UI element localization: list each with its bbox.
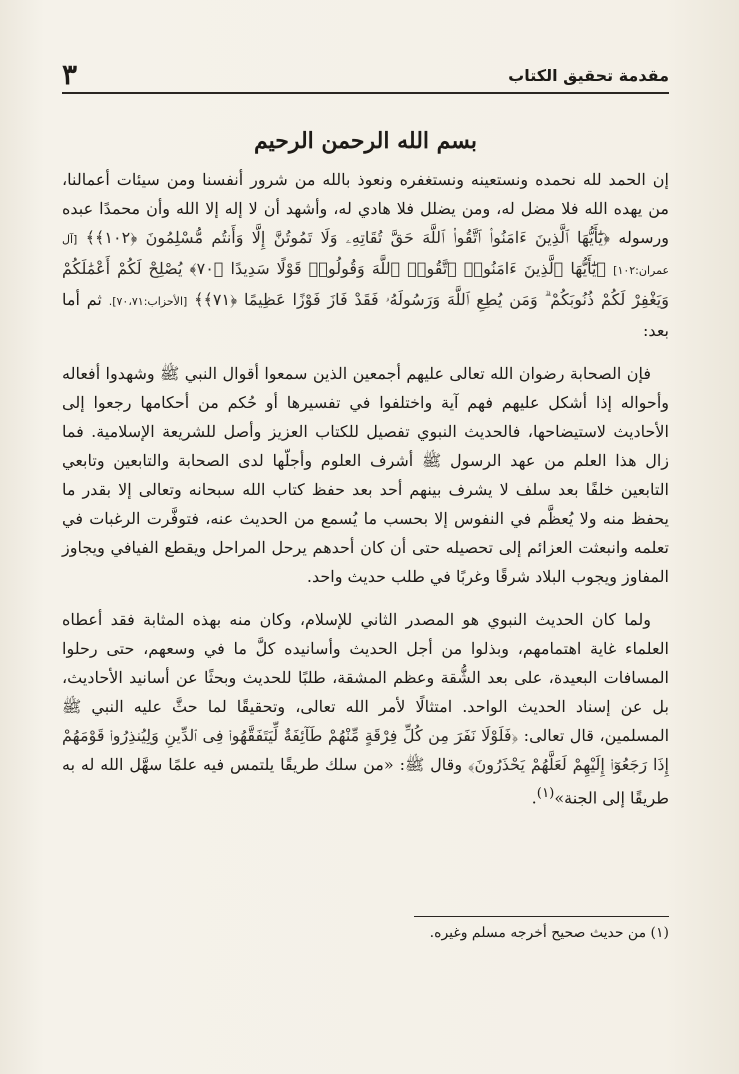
paragraph-text: وقال ﷺ: «من سلك طريقًا يلتمس فيه علمًا سهَّل الله له به طريقًا إلى الجنة» [62, 755, 669, 808]
basmala: بسم الله الرحمن الرحيم [253, 128, 478, 154]
page-number: ٣ [62, 58, 78, 91]
paragraph-companions: فإن الصحابة رضوان الله تعالى عليهم أجمعين الذين سمعوا أقوال النبي ﷺ وشهدوا أفعاله وأحواله إذا أشكل عليهم فهم آية واختلفوا في تفسيرها أو حُكم من أحكامها رجعوا إلى الأحاديث لاستيضاحها، فالحديث النبوي تفصيل للكتاب العزيز وأصل للشريعة الإسلامية. فما زال هذا العلم من عهد الرسول ﷺ أشرف العلوم وأجلّها لدى الصحابة والتابعين وتابعي التابعين خلفًا بعد سلف لا يشرف بينهم أحد بعد حفظ كتاب الله سبحانه وتعالى إلا بقدر ما يحفظ منه ولا يُعظَّم في النفوس إلا بحسب ما يُسمع من الحديث عنه، فتوفَّرت الرغبات في تعلمه وانبعثت العزائم إلى تحصيله حتى أن كان أحدهم يرحل المراحل ويقطع الفيافي ويجاوز المفاوز ويجوب البلاد شرقًا وغربًا في طلب حديث واحد. [62, 364, 670, 586]
paragraph-end: . [531, 788, 537, 808]
quran-verse: ﴿يَٰٓأَيُّهَا ٱلَّذِينَ ءَامَنُوا۟ ٱتَّقُوا۟ ٱللَّهَ حَقَّ تُقَاتِهِۦ وَلَا تَمُوتُنَّ إِلَّا وَأَنتُم مُّسْلِمُونَ ﴿١٠٢﴾﴾ [85, 228, 611, 247]
opening-text: إن الحمد لله نحمده ونستعينه ونستغفره ونعوذ بالله من شرور أنفسنا ومن سيئات أعمالنا، من يهده الله فلا مضل له، ومن يضلل فلا هادي له، وأشهد أن لا إله إلا الله وأن محمدًا عبده ورسوله [62, 170, 669, 247]
footnote-divider [414, 916, 669, 917]
running-title: مقدمة تحقيق الكتاب [508, 66, 669, 85]
page-header [62, 58, 669, 94]
opening-tail: ثم أما بعد: [62, 290, 669, 340]
body-text [62, 165, 669, 826]
footnote: (١) من حديث صحيح أخرجه مسلم وغيره. [429, 925, 669, 941]
paragraph-opening [62, 165, 669, 345]
footnote-marker: (١) [536, 786, 555, 801]
paragraph-text: ولما كان الحديث النبوي هو المصدر الثاني للإسلام، وكان منه بهذه المثابة فقد أعطاه العلماء غاية اهتمامهم، وبذلوا من أجل الحديث وأسانيده كلَّ ما في وسعهم، حتى رحلوا المسافات البعيدة، على بعد الشُّقة وعظم المشقة، طلبًا للحديث وبحثًا عن أسانيد الأحاديث، بل عن إسناد الحديث الواحد. امتثالًا لأمر الله تعالى، وتحقيقًا لما حثَّ عليه النبي ﷺ المسلمين، قال تعالى: [62, 610, 670, 745]
quran-verse: ﴿يَٰٓأَيُّهَا ٱلَّذِينَ ءَامَنُوا۟ ٱتَّقُوا۟ ٱللَّهَ وَقُولُوا۟ قَوْلًا سَدِيدًا ﴿٧٠﴾ يُصْلِحْ لَكُمْ أَعْمَٰلَكُمْ وَيَغْفِرْ لَكُمْ ذُنُوبَكُمْ ۗ وَمَن يُطِعِ ٱللَّهَ وَرَسُولَهُۥ فَقَدْ فَازَ فَوْزًا عَظِيمًا ﴿٧١﴾﴾ [62, 259, 669, 309]
verse-reference: [آل عمران:١٠٢] [62, 233, 670, 277]
verse-reference: [الأحزاب:٧٠،٧١]. [108, 295, 188, 308]
paragraph-hadith [62, 605, 669, 812]
quran-verse: ﴿فَلَوْلَا نَفَرَ مِن كُلِّ فِرْقَةٍ مِّنْهُمْ طَآئِفَةٌ لِّيَتَفَقَّهُوا۟ فِى ٱلدِّينِ وَلِيُنذِرُوا۟ قَوْمَهُمْ إِذَا رَجَعُوٓا۟ إِلَيْهِمْ لَعَلَّهُمْ يَحْذَرُونَ﴾ [62, 726, 669, 774]
